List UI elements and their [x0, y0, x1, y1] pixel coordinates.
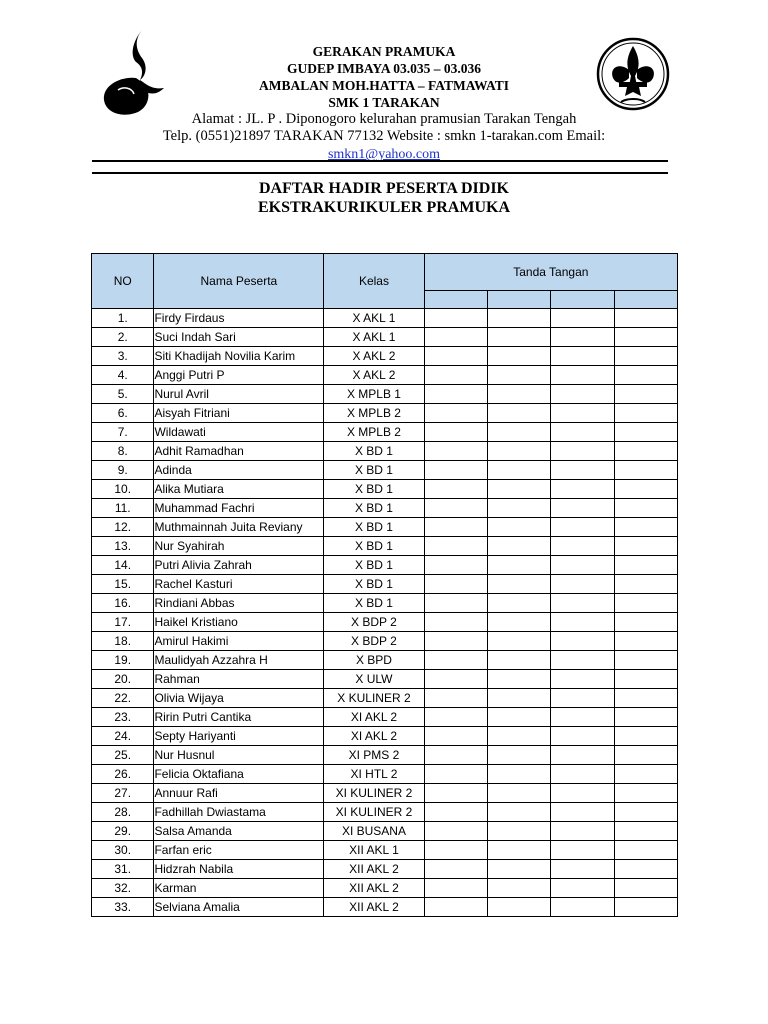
- signature-cell[interactable]: [551, 575, 614, 594]
- participant-class: XI KULINER 2: [324, 784, 424, 803]
- gudep-name: GUDEP IMBAYA 03.035 – 03.036: [286, 61, 482, 76]
- signature-cell[interactable]: [487, 613, 550, 632]
- participant-name: Fadhillah Dwiastama: [154, 803, 324, 822]
- participant-class: X BD 1: [324, 480, 424, 499]
- participant-name: Rahman: [154, 670, 324, 689]
- signature-cell[interactable]: [551, 594, 614, 613]
- participant-name: Septy Hariyanti: [154, 727, 324, 746]
- row-number: 19.: [92, 651, 154, 670]
- participant-class: X BD 1: [324, 442, 424, 461]
- signature-cell[interactable]: [614, 594, 677, 613]
- table-row: [92, 461, 678, 480]
- row-number: 14.: [92, 556, 154, 575]
- participant-class: X ULW: [324, 670, 424, 689]
- signature-cell[interactable]: [487, 860, 550, 879]
- row-number: 32.: [92, 879, 154, 898]
- signature-cell[interactable]: [487, 385, 550, 404]
- row-number: 11.: [92, 499, 154, 518]
- signature-cell[interactable]: [424, 879, 487, 898]
- participant-name: Selviana Amalia: [154, 898, 324, 917]
- row-number: 22.: [92, 689, 154, 708]
- signature-cell[interactable]: [424, 822, 487, 841]
- table-row: [92, 537, 678, 556]
- signature-cell[interactable]: [487, 594, 550, 613]
- signature-cell[interactable]: [424, 347, 487, 366]
- header-signature-col: [614, 291, 677, 309]
- signature-cell[interactable]: [551, 442, 614, 461]
- signature-cell[interactable]: [424, 803, 487, 822]
- signature-cell[interactable]: [614, 632, 677, 651]
- signature-cell[interactable]: [551, 480, 614, 499]
- signature-cell[interactable]: [614, 328, 677, 347]
- signature-cell[interactable]: [551, 765, 614, 784]
- signature-cell[interactable]: [614, 841, 677, 860]
- table-row: [92, 480, 678, 499]
- signature-cell[interactable]: [487, 632, 550, 651]
- signature-cell[interactable]: [424, 556, 487, 575]
- signature-cell[interactable]: [424, 613, 487, 632]
- table-row: [92, 575, 678, 594]
- table-row: [92, 632, 678, 651]
- participant-name: Maulidyah Azzahra H: [154, 651, 324, 670]
- signature-cell[interactable]: [614, 822, 677, 841]
- header-signature: Tanda Tangan: [424, 254, 677, 291]
- signature-cell[interactable]: [614, 898, 677, 917]
- signature-cell[interactable]: [614, 499, 677, 518]
- participant-class: X BD 1: [324, 518, 424, 537]
- table-row: [92, 746, 678, 765]
- signature-cell[interactable]: [424, 385, 487, 404]
- signature-cell[interactable]: [614, 765, 677, 784]
- participant-class: XI KULINER 2: [324, 803, 424, 822]
- signature-cell[interactable]: [551, 423, 614, 442]
- participant-class: X BPD: [324, 651, 424, 670]
- participant-name: Nur Husnul: [154, 746, 324, 765]
- row-number: 5.: [92, 385, 154, 404]
- participant-name: Putri Alivia Zahrah: [154, 556, 324, 575]
- row-number: 7.: [92, 423, 154, 442]
- participant-class: X BD 1: [324, 556, 424, 575]
- participant-name: Karman: [154, 879, 324, 898]
- signature-cell[interactable]: [614, 746, 677, 765]
- ambalan-name: AMBALAN MOH.HATTA – FATMAWATI: [258, 78, 509, 93]
- signature-cell[interactable]: [424, 746, 487, 765]
- signature-cell[interactable]: [614, 708, 677, 727]
- row-number: 20.: [92, 670, 154, 689]
- participant-name: Adinda: [154, 461, 324, 480]
- participant-class: XII AKL 2: [324, 898, 424, 917]
- row-number: 15.: [92, 575, 154, 594]
- signature-cell[interactable]: [614, 727, 677, 746]
- participant-class: XII AKL 2: [324, 860, 424, 879]
- signature-cell[interactable]: [424, 537, 487, 556]
- table-row: [92, 385, 678, 404]
- signature-cell[interactable]: [614, 309, 677, 328]
- signature-cell[interactable]: [614, 803, 677, 822]
- signature-cell[interactable]: [424, 499, 487, 518]
- signature-cell[interactable]: [487, 879, 550, 898]
- signature-cell[interactable]: [551, 822, 614, 841]
- signature-cell[interactable]: [424, 689, 487, 708]
- participant-name: Felicia Oktafiana: [154, 765, 324, 784]
- signature-cell[interactable]: [614, 442, 677, 461]
- signature-cell[interactable]: [487, 708, 550, 727]
- participant-name: Suci Indah Sari: [154, 328, 324, 347]
- header-name: Nama Peserta: [154, 254, 324, 309]
- document-title-line1: DAFTAR HADIR PESERTA DIDIK: [259, 180, 509, 197]
- signature-cell[interactable]: [487, 461, 550, 480]
- signature-cell[interactable]: [614, 689, 677, 708]
- signature-cell[interactable]: [551, 385, 614, 404]
- table-row: [92, 860, 678, 879]
- signature-cell[interactable]: [424, 594, 487, 613]
- signature-cell[interactable]: [424, 841, 487, 860]
- signature-cell[interactable]: [551, 708, 614, 727]
- participant-name: Adhit Ramadhan: [154, 442, 324, 461]
- participant-class: X AKL 2: [324, 347, 424, 366]
- row-number: 1.: [92, 309, 154, 328]
- signature-cell[interactable]: [424, 423, 487, 442]
- signature-cell[interactable]: [614, 537, 677, 556]
- signature-cell[interactable]: [551, 841, 614, 860]
- signature-cell[interactable]: [551, 556, 614, 575]
- signature-cell[interactable]: [487, 442, 550, 461]
- participant-name: Muhammad Fachri: [154, 499, 324, 518]
- participant-class: X MPLB 1: [324, 385, 424, 404]
- signature-cell[interactable]: [487, 537, 550, 556]
- table-row: [92, 898, 678, 917]
- signature-cell[interactable]: [614, 461, 677, 480]
- participant-class: XI PMS 2: [324, 746, 424, 765]
- signature-cell[interactable]: [487, 803, 550, 822]
- table-row: [92, 423, 678, 442]
- signature-cell[interactable]: [614, 366, 677, 385]
- signature-cell[interactable]: [551, 632, 614, 651]
- participant-name: Rachel Kasturi: [154, 575, 324, 594]
- signature-cell[interactable]: [551, 860, 614, 879]
- participant-class: X AKL 2: [324, 366, 424, 385]
- participant-class: X BD 1: [324, 461, 424, 480]
- signature-cell[interactable]: [551, 309, 614, 328]
- signature-cell[interactable]: [614, 518, 677, 537]
- table-row: [92, 499, 678, 518]
- table-row: [92, 708, 678, 727]
- signature-cell[interactable]: [487, 347, 550, 366]
- row-number: 10.: [92, 480, 154, 499]
- signature-cell[interactable]: [614, 784, 677, 803]
- signature-cell[interactable]: [487, 822, 550, 841]
- signature-cell[interactable]: [614, 860, 677, 879]
- signature-cell[interactable]: [614, 404, 677, 423]
- participant-class: X BD 1: [324, 575, 424, 594]
- signature-cell[interactable]: [487, 689, 550, 708]
- table-row: [92, 328, 678, 347]
- row-number: 27.: [92, 784, 154, 803]
- signature-cell[interactable]: [551, 670, 614, 689]
- participant-class: X BD 1: [324, 594, 424, 613]
- table-row: [92, 651, 678, 670]
- table-row: [92, 404, 678, 423]
- row-number: 9.: [92, 461, 154, 480]
- row-number: 6.: [92, 404, 154, 423]
- row-number: 3.: [92, 347, 154, 366]
- participant-class: X BD 1: [324, 537, 424, 556]
- table-row: [92, 442, 678, 461]
- signature-cell[interactable]: [487, 841, 550, 860]
- signature-cell[interactable]: [614, 556, 677, 575]
- signature-cell[interactable]: [424, 860, 487, 879]
- table-row: [92, 556, 678, 575]
- participant-name: Rindiani Abbas: [154, 594, 324, 613]
- participant-name: Wildawati: [154, 423, 324, 442]
- signature-cell[interactable]: [487, 556, 550, 575]
- participant-class: XI AKL 2: [324, 708, 424, 727]
- attendance-rows: [92, 309, 678, 917]
- signature-cell[interactable]: [487, 765, 550, 784]
- signature-cell[interactable]: [614, 347, 677, 366]
- signature-cell[interactable]: [487, 575, 550, 594]
- row-number: 31.: [92, 860, 154, 879]
- participant-class: XII AKL 2: [324, 879, 424, 898]
- header-no: NO: [92, 254, 154, 309]
- signature-cell[interactable]: [424, 765, 487, 784]
- participant-name: Anggi Putri P: [154, 366, 324, 385]
- row-number: 4.: [92, 366, 154, 385]
- table-row: [92, 309, 678, 328]
- signature-cell[interactable]: [551, 727, 614, 746]
- participant-class: X AKL 1: [324, 309, 424, 328]
- participant-class: XI AKL 2: [324, 727, 424, 746]
- signature-cell[interactable]: [487, 309, 550, 328]
- table-row: [92, 670, 678, 689]
- row-number: 12.: [92, 518, 154, 537]
- signature-cell[interactable]: [614, 879, 677, 898]
- participant-class: X BDP 2: [324, 632, 424, 651]
- row-number: 26.: [92, 765, 154, 784]
- row-number: 8.: [92, 442, 154, 461]
- signature-cell[interactable]: [487, 499, 550, 518]
- signature-cell[interactable]: [424, 575, 487, 594]
- participant-name: Farfan eric: [154, 841, 324, 860]
- email-link[interactable]: smkn1@yahoo.com: [327, 147, 441, 162]
- participant-class: X KULINER 2: [324, 689, 424, 708]
- participant-name: Nur Syahirah: [154, 537, 324, 556]
- participant-name: Siti Khadijah Novilia Karim: [154, 347, 324, 366]
- participant-name: Haikel Kristiano: [154, 613, 324, 632]
- row-number: 18.: [92, 632, 154, 651]
- signature-cell[interactable]: [614, 575, 677, 594]
- signature-cell[interactable]: [551, 898, 614, 917]
- signature-cell[interactable]: [614, 651, 677, 670]
- contact-line: Telp. (0551)21897 TARAKAN 77132 Website : smkn 1-tarakan.com Email:: [162, 128, 606, 144]
- attendance-table: [91, 253, 678, 917]
- signature-cell[interactable]: [424, 442, 487, 461]
- signature-cell[interactable]: [551, 366, 614, 385]
- row-number: 28.: [92, 803, 154, 822]
- signature-cell[interactable]: [551, 879, 614, 898]
- row-number: 16.: [92, 594, 154, 613]
- signature-cell[interactable]: [551, 651, 614, 670]
- participant-name: Firdy Firdaus: [154, 309, 324, 328]
- signature-cell[interactable]: [551, 404, 614, 423]
- table-row: [92, 803, 678, 822]
- participant-class: XI BUSANA: [324, 822, 424, 841]
- participant-name: Alika Mutiara: [154, 480, 324, 499]
- signature-cell[interactable]: [487, 784, 550, 803]
- participant-class: XII AKL 1: [324, 841, 424, 860]
- signature-cell[interactable]: [551, 803, 614, 822]
- table-row: [92, 879, 678, 898]
- signature-cell[interactable]: [551, 347, 614, 366]
- table-row: [92, 841, 678, 860]
- letterhead: [0, 43, 768, 163]
- participant-class: X BDP 2: [324, 613, 424, 632]
- header-signature-col: [551, 291, 614, 309]
- row-number: 13.: [92, 537, 154, 556]
- signature-cell[interactable]: [424, 328, 487, 347]
- signature-cell[interactable]: [614, 613, 677, 632]
- address-line: Alamat : JL. P . Diponogoro kelurahan pramusian Tarakan Tengah: [191, 111, 577, 127]
- signature-cell[interactable]: [487, 366, 550, 385]
- signature-cell[interactable]: [424, 480, 487, 499]
- header-signature-col: [487, 291, 550, 309]
- signature-cell[interactable]: [487, 746, 550, 765]
- row-number: 2.: [92, 328, 154, 347]
- participant-name: Ririn Putri Cantika: [154, 708, 324, 727]
- signature-cell[interactable]: [487, 518, 550, 537]
- participant-name: Muthmainnah Juita Reviany: [154, 518, 324, 537]
- signature-cell[interactable]: [424, 366, 487, 385]
- table-row: [92, 727, 678, 746]
- participant-name: Annuur Rafi: [154, 784, 324, 803]
- signature-cell[interactable]: [424, 518, 487, 537]
- signature-cell[interactable]: [614, 480, 677, 499]
- signature-cell[interactable]: [614, 670, 677, 689]
- row-number: 29.: [92, 822, 154, 841]
- signature-cell[interactable]: [487, 727, 550, 746]
- signature-cell[interactable]: [424, 898, 487, 917]
- row-number: 17.: [92, 613, 154, 632]
- participant-name: Salsa Amanda: [154, 822, 324, 841]
- signature-cell[interactable]: [424, 727, 487, 746]
- signature-cell[interactable]: [551, 499, 614, 518]
- document-title-line2: EKSTRAKURIKULER PRAMUKA: [257, 199, 510, 216]
- org-name: GERAKAN PRAMUKA: [312, 44, 456, 59]
- participant-name: Nurul Avril: [154, 385, 324, 404]
- signature-cell[interactable]: [487, 670, 550, 689]
- signature-cell[interactable]: [551, 746, 614, 765]
- signature-cell[interactable]: [424, 670, 487, 689]
- signature-cell[interactable]: [487, 404, 550, 423]
- participant-class: X MPLB 2: [324, 404, 424, 423]
- signature-cell[interactable]: [551, 328, 614, 347]
- participant-class: XI HTL 2: [324, 765, 424, 784]
- signature-cell[interactable]: [551, 537, 614, 556]
- header-signature-col: [424, 291, 487, 309]
- signature-cell[interactable]: [551, 613, 614, 632]
- participant-name: Olivia Wijaya: [154, 689, 324, 708]
- table-row: [92, 366, 678, 385]
- table-row: [92, 613, 678, 632]
- header-divider: [92, 160, 668, 174]
- table-row: [92, 765, 678, 784]
- signature-cell[interactable]: [424, 632, 487, 651]
- signature-cell[interactable]: [614, 385, 677, 404]
- participant-name: Aisyah Fitriani: [154, 404, 324, 423]
- signature-cell[interactable]: [551, 689, 614, 708]
- participant-name: Hidzrah Nabila: [154, 860, 324, 879]
- row-number: 33.: [92, 898, 154, 917]
- signature-cell[interactable]: [424, 784, 487, 803]
- signature-cell[interactable]: [424, 651, 487, 670]
- participant-class: X AKL 1: [324, 328, 424, 347]
- table-row: [92, 518, 678, 537]
- signature-cell[interactable]: [487, 898, 550, 917]
- table-row: [92, 784, 678, 803]
- header-kelas: Kelas: [324, 254, 424, 309]
- signature-cell[interactable]: [487, 423, 550, 442]
- row-number: 23.: [92, 708, 154, 727]
- table-row: [92, 822, 678, 841]
- signature-cell[interactable]: [551, 518, 614, 537]
- signature-cell[interactable]: [614, 423, 677, 442]
- row-number: 25.: [92, 746, 154, 765]
- table-row: [92, 689, 678, 708]
- row-number: 30.: [92, 841, 154, 860]
- signature-cell[interactable]: [424, 404, 487, 423]
- participant-class: X MPLB 2: [324, 423, 424, 442]
- signature-cell[interactable]: [487, 328, 550, 347]
- signature-cell[interactable]: [424, 708, 487, 727]
- signature-cell[interactable]: [487, 480, 550, 499]
- table-row: [92, 594, 678, 613]
- signature-cell[interactable]: [424, 309, 487, 328]
- school-name: SMK 1 TARAKAN: [328, 95, 440, 110]
- participant-class: X BD 1: [324, 499, 424, 518]
- signature-cell[interactable]: [424, 461, 487, 480]
- row-number: 24.: [92, 727, 154, 746]
- signature-cell[interactable]: [551, 461, 614, 480]
- table-row: [92, 347, 678, 366]
- signature-cell[interactable]: [487, 651, 550, 670]
- signature-cell[interactable]: [551, 784, 614, 803]
- participant-name: Amirul Hakimi: [154, 632, 324, 651]
